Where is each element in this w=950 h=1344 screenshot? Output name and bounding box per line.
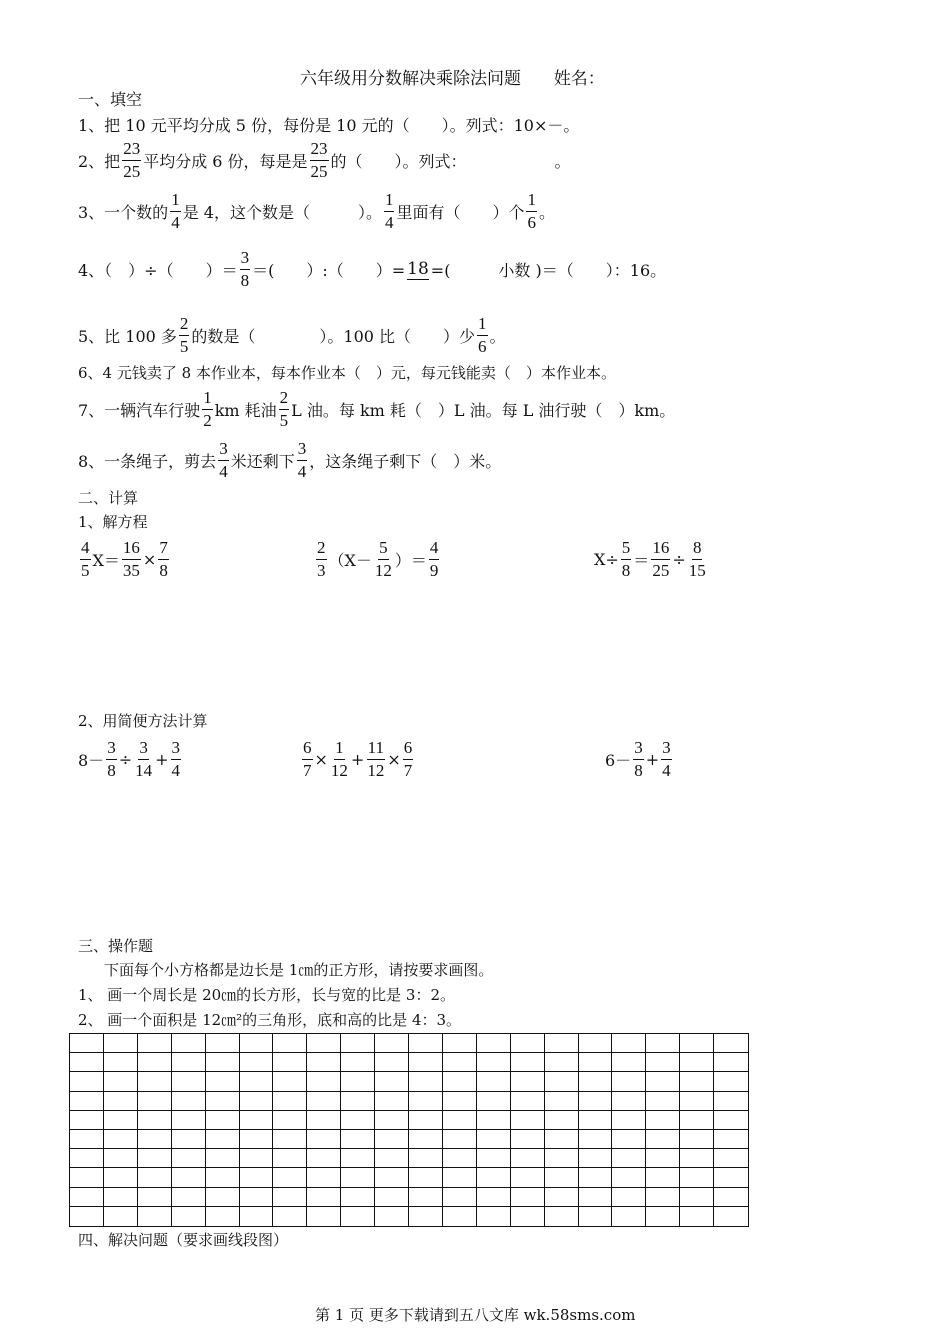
grid-cell[interactable]: [70, 1072, 104, 1091]
grid-cell[interactable]: [273, 1188, 307, 1207]
equation-1: $\frac{4}{5}$ X＝ $\frac{16}{35}$ × $\frac{7}{8}$: [81, 538, 168, 580]
grid-cell[interactable]: [307, 1168, 341, 1187]
fraction: $\frac{2}{5}$: [179, 314, 189, 356]
grid-cell[interactable]: [70, 1053, 104, 1072]
fraction: $\frac{1}{6}$: [478, 314, 487, 356]
grid-cell[interactable]: [307, 1111, 341, 1130]
grid-cell[interactable]: [375, 1130, 409, 1149]
grid-cell[interactable]: [273, 1130, 307, 1149]
grid-cell[interactable]: [612, 1072, 646, 1091]
grid-cell[interactable]: [680, 1168, 714, 1187]
grid-cell[interactable]: [477, 1072, 511, 1091]
grid-cell[interactable]: [206, 1207, 240, 1226]
grid-cell[interactable]: [511, 1053, 545, 1072]
grid-cell[interactable]: [104, 1092, 138, 1111]
grid-cell[interactable]: [273, 1111, 307, 1130]
grid-cell[interactable]: [240, 1130, 274, 1149]
grid-cell[interactable]: [477, 1111, 511, 1130]
grid-cell[interactable]: [104, 1111, 138, 1130]
grid-cell[interactable]: [545, 1111, 579, 1130]
grid-cell[interactable]: [70, 1188, 104, 1207]
fraction: $\frac{3}{4}$: [171, 738, 180, 780]
grid-cell[interactable]: [714, 1207, 748, 1226]
grid-cell[interactable]: [172, 1053, 206, 1072]
grid-cell[interactable]: [138, 1111, 172, 1130]
grid-cell[interactable]: [70, 1149, 104, 1168]
question-2: 2、把 $\frac{23}{25}$ 平均分成 6 份，每是是 $\frac{23}{25}$ 的（ ）。列式： 。: [78, 139, 571, 181]
grid-cell[interactable]: [206, 1130, 240, 1149]
grid-cell[interactable]: [341, 1149, 375, 1168]
grid-cell[interactable]: [307, 1188, 341, 1207]
grid-cell[interactable]: [545, 1149, 579, 1168]
grid-cell[interactable]: [545, 1072, 579, 1091]
grid-cell[interactable]: [273, 1034, 307, 1053]
fraction: $\frac{2}{3}$: [317, 538, 326, 580]
section3-intro: 下面每个小方格都是边长是 1㎝的正方形，请按要求画图。: [104, 961, 494, 979]
grid-cell[interactable]: [138, 1188, 172, 1207]
grid-cell[interactable]: [240, 1168, 274, 1187]
grid-cell[interactable]: [138, 1034, 172, 1053]
grid-cell[interactable]: [714, 1130, 748, 1149]
grid-cell[interactable]: [307, 1207, 341, 1226]
grid-cell[interactable]: [206, 1149, 240, 1168]
question-5: 5、比 100 多 $\frac{2}{5}$ 的数是（ ）。100 比（ ）少 $\frac{1}{6}$ 。: [78, 314, 506, 356]
grid-cell[interactable]: [240, 1188, 274, 1207]
grid-cell[interactable]: [375, 1168, 409, 1187]
grid-cell[interactable]: [511, 1207, 545, 1226]
grid-cell[interactable]: [579, 1188, 613, 1207]
grid-cell[interactable]: [579, 1034, 613, 1053]
grid-cell[interactable]: [307, 1072, 341, 1091]
grid-cell[interactable]: [477, 1207, 511, 1226]
grid-cell[interactable]: [443, 1072, 477, 1091]
section3-heading: 三、操作题: [78, 937, 154, 955]
equation-3: X÷ $\frac{5}{8}$ ＝ $\frac{16}{25}$ ÷ $\frac{8}{15}$: [594, 538, 706, 580]
page-footer: 第 1 页 更多下载请到五八文库 wk.58sms.com: [315, 1306, 636, 1324]
grid-cell[interactable]: [273, 1053, 307, 1072]
fraction: $\frac{1}{6}$: [527, 190, 536, 232]
grid-cell[interactable]: [341, 1034, 375, 1053]
grid-cell[interactable]: [646, 1149, 680, 1168]
fraction: $\frac{4}{9}$: [429, 538, 439, 580]
grid-cell[interactable]: [172, 1188, 206, 1207]
grid-cell[interactable]: [612, 1130, 646, 1149]
grid-cell[interactable]: [443, 1168, 477, 1187]
grid-cell[interactable]: [307, 1092, 341, 1111]
grid-cell[interactable]: [612, 1149, 646, 1168]
calc-2: $\frac{6}{7}$ × $\frac{1}{12}$ + $\frac{11}{12}$ × $\frac{6}{7}$: [303, 738, 413, 780]
grid-cell[interactable]: [579, 1072, 613, 1091]
grid-cell[interactable]: [307, 1149, 341, 1168]
section4-heading: 四、解决问题（要求画线段图）: [78, 1231, 289, 1249]
grid-cell[interactable]: [375, 1207, 409, 1226]
grid-cell[interactable]: [680, 1092, 714, 1111]
grid-cell[interactable]: [409, 1072, 443, 1091]
grid-cell[interactable]: [341, 1111, 375, 1130]
grid-cell[interactable]: [646, 1207, 680, 1226]
grid-cell[interactable]: [240, 1092, 274, 1111]
task-1: 1、 画一个周长是 20㎝的长方形，长与宽的比是 3：2。: [78, 986, 456, 1004]
grid-cell[interactable]: [70, 1034, 104, 1053]
fraction: $\frac{3}{14}$: [135, 738, 153, 780]
calc-3: 6－ $\frac{3}{8}$ + $\frac{3}{4}$: [605, 738, 671, 780]
underlined-value: 18: [407, 259, 429, 279]
fraction: $\frac{1}{4}$: [384, 190, 394, 232]
grid-cell[interactable]: [206, 1053, 240, 1072]
grid-cell[interactable]: [646, 1168, 680, 1187]
grid-cell[interactable]: [409, 1130, 443, 1149]
section2-heading: 二、计算: [78, 489, 139, 507]
grid-cell[interactable]: [579, 1130, 613, 1149]
grid-cell[interactable]: [714, 1149, 748, 1168]
grid-cell[interactable]: [511, 1168, 545, 1187]
grid-cell[interactable]: [714, 1053, 748, 1072]
fraction: $\frac{11}{12}$: [367, 738, 385, 780]
grid-cell[interactable]: [375, 1111, 409, 1130]
grid-cell[interactable]: [714, 1188, 748, 1207]
sub-heading-simplify: 2、用简便方法计算: [78, 712, 208, 730]
grid-cell[interactable]: [341, 1072, 375, 1091]
fraction: $\frac{1}{4}$: [171, 190, 180, 232]
grid-cell[interactable]: [273, 1207, 307, 1226]
grid-cell[interactable]: [206, 1092, 240, 1111]
grid-cell[interactable]: [341, 1207, 375, 1226]
grid-cell[interactable]: [273, 1072, 307, 1091]
question-1: 1、把 10 元平均分成 5 份，每份是 10 元的（ ）。列式：10×－。: [78, 116, 580, 135]
grid-cell[interactable]: [477, 1034, 511, 1053]
grid-cell[interactable]: [443, 1111, 477, 1130]
grid-cell[interactable]: [409, 1111, 443, 1130]
grid-cell[interactable]: [104, 1072, 138, 1091]
grid-cell[interactable]: [443, 1149, 477, 1168]
grid-cell[interactable]: [240, 1072, 274, 1091]
grid-cell[interactable]: [646, 1053, 680, 1072]
question-3: 3、一个数的 $\frac{1}{4}$ 是 4，这个数是（ ）。 $\frac{1}{4}$ 里面有（ ）个 $\frac{1}{6}$ 。: [78, 190, 555, 232]
grid-cell[interactable]: [104, 1207, 138, 1226]
grid-cell[interactable]: [104, 1168, 138, 1187]
grid-cell[interactable]: [138, 1168, 172, 1187]
grid-cell[interactable]: [612, 1168, 646, 1187]
grid-cell[interactable]: [714, 1072, 748, 1091]
grid-cell[interactable]: [341, 1130, 375, 1149]
grid-cell[interactable]: [138, 1130, 172, 1149]
grid-cell[interactable]: [646, 1034, 680, 1053]
grid-cell[interactable]: [579, 1053, 613, 1072]
grid-cell[interactable]: [646, 1072, 680, 1091]
grid-cell[interactable]: [409, 1168, 443, 1187]
grid-cell[interactable]: [443, 1092, 477, 1111]
grid-cell[interactable]: [545, 1053, 579, 1072]
grid-cell[interactable]: [511, 1149, 545, 1168]
grid-cell[interactable]: [511, 1092, 545, 1111]
grid-cell[interactable]: [409, 1207, 443, 1226]
grid-cell[interactable]: [70, 1168, 104, 1187]
grid-cell[interactable]: [477, 1092, 511, 1111]
grid-cell[interactable]: [477, 1130, 511, 1149]
title-text: 六年级用分数解决乘除法问题: [300, 69, 521, 89]
grid-cell[interactable]: [680, 1207, 714, 1226]
grid-cell[interactable]: [240, 1034, 274, 1053]
calc-1: 8－ $\frac{3}{8}$ ÷ $\frac{3}{14}$ + $\frac{3}{4}$: [78, 738, 180, 780]
grid-cell[interactable]: [477, 1168, 511, 1187]
grid-cell[interactable]: [240, 1111, 274, 1130]
fraction: $\frac{3}{8}$: [240, 248, 250, 290]
grid-cell[interactable]: [104, 1149, 138, 1168]
fraction: $\frac{2}{5}$: [279, 388, 289, 430]
grid-cell[interactable]: [680, 1111, 714, 1130]
grid-cell[interactable]: [104, 1034, 138, 1053]
fraction: $\frac{4}{5}$: [81, 538, 90, 580]
grid-cell[interactable]: [477, 1053, 511, 1072]
grid-cell[interactable]: [443, 1034, 477, 1053]
grid-cell[interactable]: [579, 1092, 613, 1111]
grid-cell[interactable]: [172, 1130, 206, 1149]
fraction: $\frac{6}{7}$: [403, 738, 413, 780]
grid-cell[interactable]: [138, 1072, 172, 1091]
grid-cell[interactable]: [680, 1053, 714, 1072]
grid-cell[interactable]: [646, 1130, 680, 1149]
task-2: 2、 画一个面积是 12㎝²的三角形，底和高的比是 4：3。: [78, 1011, 462, 1029]
grid-cell[interactable]: [409, 1149, 443, 1168]
grid-cell[interactable]: [680, 1188, 714, 1207]
question-6: 6、4 元钱卖了 8 本作业本，每本作业本（ ）元，每元钱能卖（ ）本作业本。: [78, 364, 616, 382]
grid-cell[interactable]: [70, 1092, 104, 1111]
grid-cell[interactable]: [375, 1092, 409, 1111]
grid-cell[interactable]: [511, 1188, 545, 1207]
grid-cell[interactable]: [172, 1168, 206, 1187]
grid-cell[interactable]: [680, 1072, 714, 1091]
grid-cell[interactable]: [206, 1168, 240, 1187]
grid-cell[interactable]: [511, 1034, 545, 1053]
page-title: [300, 64, 605, 89]
grid-cell[interactable]: [375, 1034, 409, 1053]
fraction: $\frac{5}{8}$: [621, 538, 631, 580]
fraction: $\frac{1}{2}$: [203, 388, 212, 430]
grid-cell[interactable]: [172, 1111, 206, 1130]
grid-cell[interactable]: [138, 1149, 172, 1168]
grid-cell[interactable]: [409, 1092, 443, 1111]
grid-cell[interactable]: [612, 1111, 646, 1130]
grid-cell[interactable]: [240, 1149, 274, 1168]
grid-cell[interactable]: [341, 1168, 375, 1187]
fraction: $\frac{16}{35}$: [122, 538, 140, 580]
fraction: $\frac{5}{12}$: [374, 538, 392, 580]
grid-cell[interactable]: [172, 1149, 206, 1168]
grid-cell[interactable]: [307, 1130, 341, 1149]
grid-cell[interactable]: [579, 1168, 613, 1187]
grid-cell[interactable]: [612, 1053, 646, 1072]
grid-cell[interactable]: [375, 1072, 409, 1091]
fraction: $\frac{3}{4}$: [297, 439, 307, 481]
grid-cell[interactable]: [70, 1207, 104, 1226]
grid-cell[interactable]: [273, 1092, 307, 1111]
grid-cell[interactable]: [307, 1053, 341, 1072]
grid-cell[interactable]: [612, 1207, 646, 1226]
grid-cell[interactable]: [409, 1034, 443, 1053]
fraction: $\frac{7}{8}$: [159, 538, 168, 580]
grid-cell[interactable]: [172, 1092, 206, 1111]
grid-cell[interactable]: [341, 1053, 375, 1072]
grid-cell[interactable]: [172, 1034, 206, 1053]
grid-cell[interactable]: [511, 1111, 545, 1130]
grid-cell[interactable]: [443, 1053, 477, 1072]
grid-cell[interactable]: [104, 1053, 138, 1072]
grid-cell[interactable]: [172, 1072, 206, 1091]
grid-cell[interactable]: [680, 1130, 714, 1149]
grid-cell[interactable]: [375, 1053, 409, 1072]
question-4: 4、（ ）÷（ ）＝ $\frac{3}{8}$ ＝( ）:（ ）= 18 =( 小数 )＝（ ）：16。: [78, 248, 667, 290]
name-label: 姓名：: [553, 69, 605, 89]
fraction: $\frac{6}{7}$: [303, 738, 312, 780]
grid-cell[interactable]: [206, 1072, 240, 1091]
grid-cell[interactable]: [545, 1168, 579, 1187]
grid-cell[interactable]: [714, 1168, 748, 1187]
grid-cell[interactable]: [579, 1207, 613, 1226]
grid-cell[interactable]: [104, 1188, 138, 1207]
grid-cell[interactable]: [612, 1188, 646, 1207]
grid-cell[interactable]: [579, 1149, 613, 1168]
equation-2: $\frac{2}{3}$ （X－ $\frac{5}{12}$ ）＝ $\frac{4}{9}$: [317, 538, 439, 580]
grid-cell[interactable]: [714, 1034, 748, 1053]
grid-cell[interactable]: [545, 1207, 579, 1226]
grid-cell[interactable]: [240, 1053, 274, 1072]
grid-cell[interactable]: [138, 1207, 172, 1226]
fraction: $\frac{3}{4}$: [662, 738, 671, 780]
fraction: $\frac{23}{25}$: [310, 139, 328, 181]
grid-cell[interactable]: [104, 1130, 138, 1149]
grid-cell[interactable]: [341, 1092, 375, 1111]
fraction: $\frac{3}{8}$: [634, 738, 643, 780]
fraction: $\frac{1}{12}$: [330, 738, 348, 780]
grid-cell[interactable]: [545, 1188, 579, 1207]
grid-cell[interactable]: [206, 1188, 240, 1207]
grid-cell[interactable]: [477, 1188, 511, 1207]
drawing-grid[interactable]: [69, 1033, 749, 1227]
grid-cell[interactable]: [409, 1053, 443, 1072]
fraction: $\frac{3}{8}$: [107, 738, 116, 780]
sub-heading-equations: 1、解方程: [78, 513, 148, 531]
grid-cell[interactable]: [206, 1034, 240, 1053]
section1-heading: 一、填空: [78, 90, 143, 109]
grid-cell[interactable]: [511, 1130, 545, 1149]
fraction: $\frac{3}{4}$: [219, 439, 228, 481]
grid-cell[interactable]: [240, 1207, 274, 1226]
grid-cell[interactable]: [477, 1149, 511, 1168]
grid-cell[interactable]: [443, 1188, 477, 1207]
grid-cell[interactable]: [714, 1111, 748, 1130]
grid-cell[interactable]: [70, 1130, 104, 1149]
grid-cell[interactable]: [646, 1092, 680, 1111]
grid-cell[interactable]: [138, 1092, 172, 1111]
grid-cell[interactable]: [646, 1188, 680, 1207]
grid-cell[interactable]: [646, 1111, 680, 1130]
question-8: 8、一条绳子，剪去 $\frac{3}{4}$ 米还剩下 $\frac{3}{4}$ ，这条绳子剩下（ ）米。: [78, 439, 502, 481]
grid-cell[interactable]: [375, 1149, 409, 1168]
grid-cell[interactable]: [680, 1034, 714, 1053]
grid-cell[interactable]: [680, 1149, 714, 1168]
grid-cell[interactable]: [375, 1188, 409, 1207]
grid-cell[interactable]: [138, 1053, 172, 1072]
grid-cell[interactable]: [443, 1130, 477, 1149]
grid-cell[interactable]: [172, 1207, 206, 1226]
grid-cell[interactable]: [545, 1092, 579, 1111]
grid-cell[interactable]: [612, 1092, 646, 1111]
fraction: $\frac{23}{25}$: [123, 139, 141, 181]
grid-cell[interactable]: [273, 1168, 307, 1187]
grid-cell[interactable]: [409, 1188, 443, 1207]
fraction: $\frac{8}{15}$: [688, 538, 706, 580]
question-7: 7、一辆汽车行驶 $\frac{1}{2}$ km 耗油 $\frac{2}{5}$ L 油。每 km 耗（ ）L 油。每 L 油行驶（ ）km。: [78, 388, 676, 430]
grid-cell[interactable]: [307, 1034, 341, 1053]
grid-cell[interactable]: [579, 1111, 613, 1130]
grid-cell[interactable]: [341, 1188, 375, 1207]
grid-cell[interactable]: [714, 1092, 748, 1111]
grid-cell[interactable]: [612, 1034, 646, 1053]
grid-cell[interactable]: [273, 1149, 307, 1168]
grid-cell[interactable]: [70, 1111, 104, 1130]
grid-cell[interactable]: [545, 1034, 579, 1053]
grid-cell[interactable]: [545, 1130, 579, 1149]
grid-cell[interactable]: [443, 1207, 477, 1226]
grid-cell[interactable]: [511, 1072, 545, 1091]
grid-cell[interactable]: [206, 1111, 240, 1130]
fraction: $\frac{16}{25}$: [652, 538, 670, 580]
